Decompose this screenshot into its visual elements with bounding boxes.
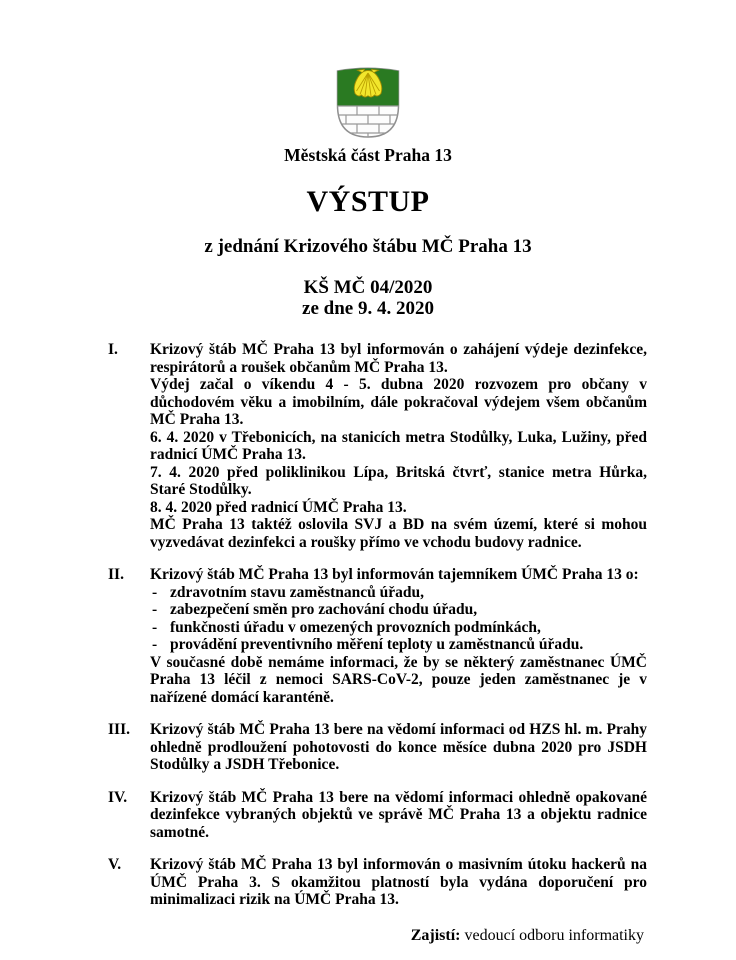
dash-list-text: provádění preventivního měření teploty u zaměstnanců úřadu. xyxy=(170,636,584,653)
item-roman-numeral: III. xyxy=(108,721,130,738)
dash-list-item xyxy=(150,601,647,619)
dash-marker: - xyxy=(152,601,158,618)
footer-label: Zajistí: xyxy=(410,926,465,944)
dash-marker: - xyxy=(152,618,158,636)
item-content xyxy=(150,721,647,774)
dash-marker: - xyxy=(152,583,158,601)
dash-list-item xyxy=(150,619,647,637)
item-5 xyxy=(108,856,647,909)
item-paragraph: 7. 4. 2020 před poliklinikou Lípa, Britská čtvrť, stanice metra Hůrka, Staré Stodůlky. xyxy=(150,463,647,498)
item-roman-numeral: II. xyxy=(108,566,124,583)
coat-of-arms xyxy=(0,64,736,139)
item-4 xyxy=(108,789,647,842)
dash-list-item xyxy=(150,636,647,654)
item-paragraph: 8. 4. 2020 před radnicí ÚMČ Praha 13. xyxy=(150,498,407,516)
dash-list-text: zdravotním stavu zaměstnanců úřadu, xyxy=(170,583,425,601)
item-roman-numeral: V. xyxy=(108,856,122,873)
item-paragraph: Krizový štáb MČ Praha 13 bere na vědomí informaci ohledně opakované dezinfekce vybraných objektů ve správě MČ Praha 13 a objektu radnice samotné. xyxy=(150,788,647,841)
meeting-number: KŠ MČ 04/2020 xyxy=(303,277,433,298)
item-paragraph: MČ Praha 13 taktéž oslovila SVJ a BD na svém území, které si mohou vyzvedávat dezinfekci a roušky přímo ve vchodu budovy radnice. xyxy=(150,516,647,551)
item-1 xyxy=(108,341,647,551)
item-paragraph: Krizový štáb MČ Praha 13 byl informován o masivním útoku hackerů na ÚMČ Praha 3. S okamžitou platností byla vydána doporučení pro minimalizaci rizik na ÚMČ Praha 13. xyxy=(150,856,647,908)
doc-title: VÝSTUP xyxy=(306,185,430,218)
item-roman-numeral: I. xyxy=(108,341,118,358)
item-content xyxy=(150,566,647,706)
item-content xyxy=(150,789,647,842)
item-paragraph: Krizový štáb MČ Praha 13 byl informován tajemníkem ÚMČ Praha 13 o: xyxy=(150,566,639,583)
meeting-info xyxy=(0,277,736,319)
item-content xyxy=(150,341,647,551)
document-header xyxy=(0,145,736,319)
document-body xyxy=(108,341,647,909)
dash-list-text: funkčnosti úřadu v omezených provozních podmínkách, xyxy=(170,618,541,636)
dash-marker: - xyxy=(152,636,158,653)
item-3 xyxy=(108,721,647,774)
item-paragraph: V současné době nemáme informaci, že by se některý zaměstnanec ÚMČ Praha 13 léčil z nemoci SARS-CoV-2, pouze jeden zaměstnanec je v nařízené domácí karanténě. xyxy=(150,653,647,706)
doc-subtitle: z jednání Krizového štábu MČ Praha 13 xyxy=(204,236,532,257)
item-roman-numeral: IV. xyxy=(108,788,128,806)
item-2 xyxy=(108,566,647,706)
item-paragraph: 6. 4. 2020 v Třebonicích, na stanicích metra Stodůlky, Luka, Lužiny, před radnicí ÚMČ Praha 13. xyxy=(150,428,647,463)
item-content xyxy=(150,856,647,909)
meeting-date: ze dne 9. 4. 2020 xyxy=(302,298,434,319)
item-paragraph: Krizový štáb MČ Praha 13 byl informován o zahájení výdeje dezinfekce, respirátorů a roušek občanům MČ Praha 13. xyxy=(150,341,647,376)
org-name: Městská část Praha 13 xyxy=(284,145,452,165)
dash-list-item xyxy=(150,584,647,602)
document-footer xyxy=(150,926,647,946)
item-paragraph: Výdej začal o víkendu 4 - 5. dubna 2020 rozvozem pro občany v důchodovém věku a imobilním, dále pokračoval výdejem všem občanům MČ Praha 13. xyxy=(150,376,647,428)
item-paragraph: Krizový štáb MČ Praha 13 bere na vědomí informaci od HZS hl. m. Prahy ohledně prodloužení pohotovosti do konce měsíce dubna 2020 pro JSDH Stodůlky a JSDH Třebonice. xyxy=(150,721,647,773)
dash-list-text: zabezpečení směn pro zachování chodu úřadu, xyxy=(170,601,478,618)
praha13-crest-icon xyxy=(335,64,401,139)
footer-value: vedoucí odboru informatiky xyxy=(464,926,644,944)
